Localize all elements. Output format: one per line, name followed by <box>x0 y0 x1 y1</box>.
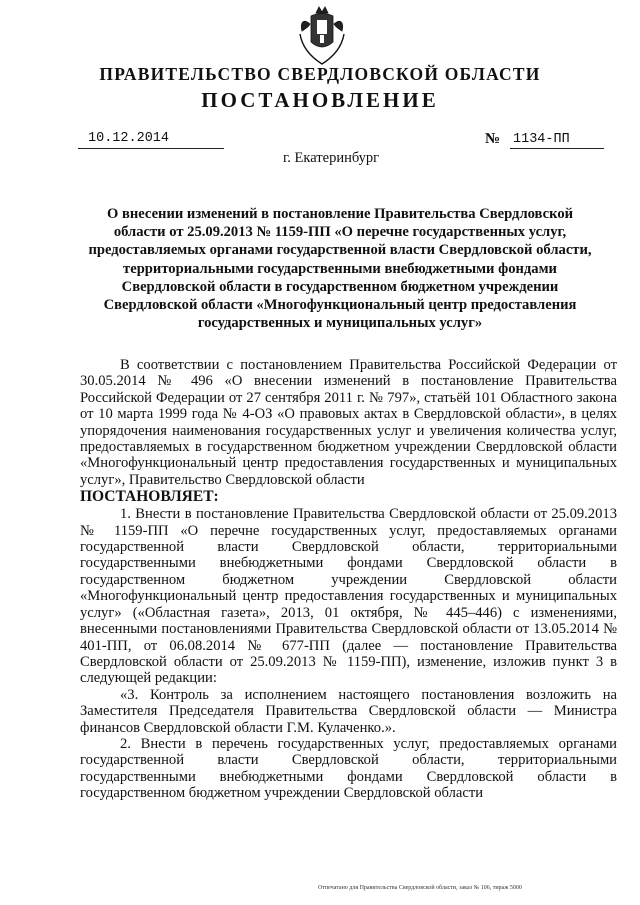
item-1-quote-paragraph: «3. Контроль за исполнением настоящего постановления возложить на Заместителя Председателя Правительства Свердловской области — Министра финансов Свердловской области Г.М. Кулаченко.». <box>80 686 617 736</box>
city: г. Екатеринбург <box>283 150 380 166</box>
number-underline <box>510 148 604 149</box>
document-body <box>80 357 617 802</box>
date-underline <box>78 148 224 149</box>
print-note: Отпечатано для Правительства Свердловской области, заказ № 106, тираж 5000 <box>318 885 522 891</box>
preamble-paragraph: В соответствии с постановлением Правительства Российской Федерации от 30.05.2014 № 496 «О внесении изменений в постановление Правительства Российской Федерации от 27 сентября 2011 г. № 797», статьёй 101 Областного закона от 10 марта 1999 года № 4-ОЗ «О правовых актах в Свердловской области», в целях упорядочения наименования государственных услуг и увеличения количества услуг, предоставляемых в государственном бюджетном учреждении Свердловской области «Многофункциональный центр предоставления государственных и муниципальных услуг», Правительство Свердловской области <box>80 357 617 488</box>
document-number: 1134-ПП <box>513 132 570 147</box>
coat-of-arms-icon <box>297 4 347 66</box>
document-title: О внесении изменений в постановление Правительства Свердловской области от 25.09.2013 № 1159-ПП «О перечне государственных услуг, предоставляемых органами государственной власти Свердловской области, территориальными государственными внебюджетными фондами Свердловской области в государственном бюджетном учреждении Свердловской области «Многофункциональный центр предоставления государственных и муниципальных услуг» <box>88 206 592 332</box>
document-kind: ПОСТАНОВЛЕНИЕ <box>201 88 439 112</box>
number-sign: № <box>485 131 501 147</box>
item-2-paragraph: 2. Внести в перечень государственных услуг, предоставляемых органами государственной власти Свердловской области, территориальными государственными внебюджетными фондами Свердловской области в государственном бюджетном учреждении Свердловской области <box>80 735 617 802</box>
decree-heading: ПОСТАНОВЛЯЕТ: <box>80 488 219 506</box>
item-1-paragraph: 1. Внести в постановление Правительства Свердловской области от 25.09.2013 № 1159-ПП «О перечне государственных услуг, предоставляемых органами государственной власти Свердловской области, территориальными государственными внебюджетными фондами Свердловской области в государственном бюджетном учреждении Свердловской области «Многофункциональный центр предоставления государственных и муниципальных услуг» («Областная газета», 2013, 01 октября, № 445–446) с изменениями, внесенными постановлениями Правительства Свердловской области от 13.05.2014 № 401-ПП, от 06.08.2014 № 677-ПП (далее — постановление Правительства Свердловской области от 25.09.2013 № 1159-ПП), изменение, изложив пункт 3 в следующей редакции: <box>80 506 617 687</box>
document-date: 10.12.2014 <box>88 131 170 146</box>
organization-name: ПРАВИТЕЛЬСТВО СВЕРДЛОВСКОЙ ОБЛАСТИ <box>99 64 541 84</box>
